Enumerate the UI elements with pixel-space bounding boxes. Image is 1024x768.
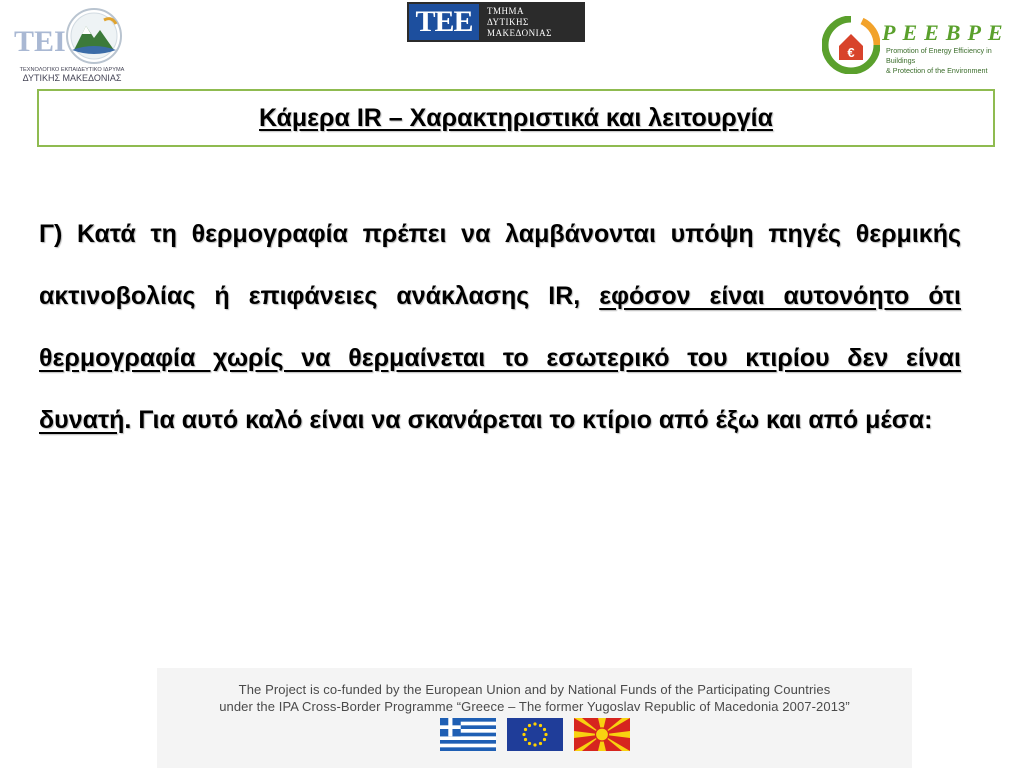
greece-flag-icon bbox=[440, 718, 496, 751]
eu-flag-icon bbox=[507, 718, 563, 751]
body-text-underlined: εφόσον είναι αυτονόητο ότι θερμογραφία χωρίς να θερμαίνεται το εσωτερικό του κτιρίου δεν είναι δυνατή bbox=[39, 282, 961, 434]
slide-title: Κάμερα IR – Χαρακτηριστικά και λειτουργία bbox=[259, 103, 773, 132]
peebpe-sub-line2: & Protection of the Environment bbox=[886, 66, 988, 75]
body-text-part2: . Για αυτό καλό είναι να σκανάρεται το κτίριο από έξω και από μέσα: bbox=[124, 406, 933, 434]
peebpe-subtitle bbox=[886, 46, 1018, 76]
funding-footer bbox=[157, 668, 912, 768]
tei-emblem-icon bbox=[12, 6, 132, 84]
tei-caption-line2: ΔΥΤΙΚΗΣ ΜΑΚΕΔΟΝΙΑΣ bbox=[22, 73, 122, 83]
tee-mark: TEE bbox=[409, 4, 479, 40]
svg-text:€: € bbox=[847, 45, 855, 60]
tee-text bbox=[487, 6, 552, 39]
tee-logo bbox=[407, 2, 585, 42]
north-macedonia-flag-icon bbox=[574, 718, 630, 751]
peebpe-name: PEEBPE bbox=[882, 20, 1010, 45]
funding-text-line2: under the IPA Cross-Border Programme “Greece – The former Yugoslav Republic of Macedonia 2007-2013” bbox=[219, 699, 850, 714]
funding-text-line1: The Project is co-funded by the European Union and by National Funds of the Participating Countries bbox=[238, 682, 831, 697]
tee-line2: ΔΥΤΙΚΗΣ bbox=[487, 16, 529, 27]
tei-logo bbox=[12, 6, 132, 84]
tei-caption-line1: ΤΕΧΝΟΛΟΓΙΚΟ ΕΚΠΑΙΔΕΥΤΙΚΟ ΙΔΡΥΜΑ bbox=[19, 67, 125, 73]
body-text-part1: Γ) Κατά τη θερμογραφία πρέπει να λαμβάνονται υπόψη πηγές θερμικής ακτινοβολίας ή επιφάνειες ανάκλασης IR, bbox=[39, 220, 961, 310]
tee-line3: ΜΑΚΕΔΟΝΙΑΣ bbox=[487, 27, 552, 38]
peebpe-sub-line1: Promotion of Energy Efficiency in Buildings bbox=[886, 46, 992, 65]
slide-body bbox=[39, 203, 961, 451]
peebpe-logo bbox=[822, 16, 1018, 74]
slide-title-box bbox=[37, 89, 995, 147]
tee-line1: ΤΜΗΜΑ bbox=[487, 5, 525, 16]
tei-mark-text: TEI bbox=[14, 25, 66, 58]
peebpe-emblem-icon bbox=[822, 16, 880, 74]
